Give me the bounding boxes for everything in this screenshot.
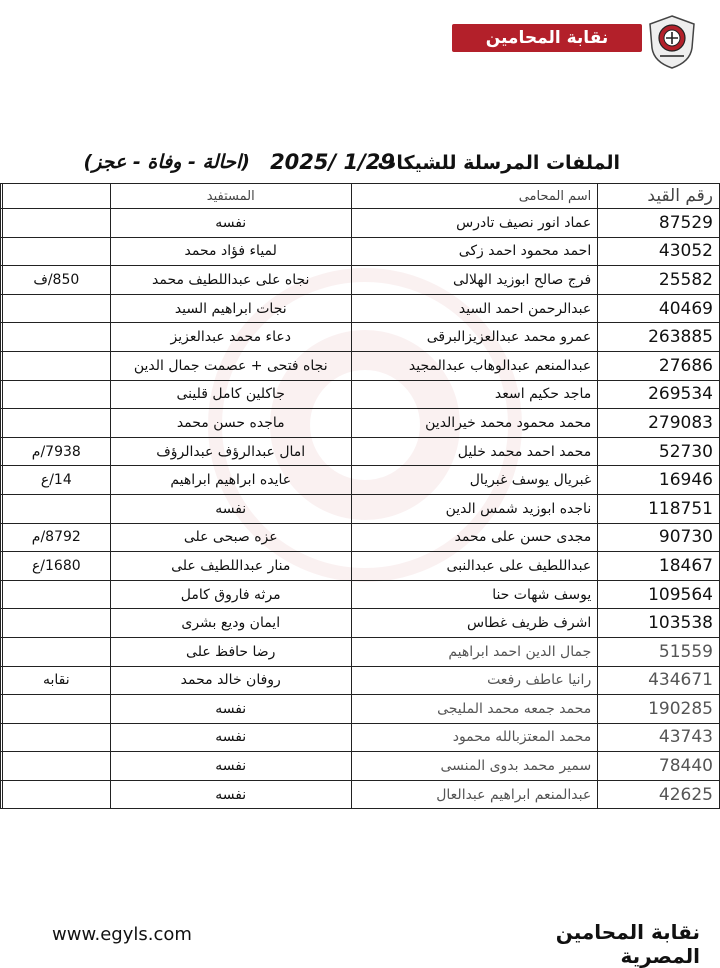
edge-cell <box>1 580 3 609</box>
table-row <box>1 237 720 266</box>
title-main: الملفات المرسلة للشيكات <box>377 152 620 174</box>
cell-id: 51559 <box>598 637 720 666</box>
cell-note <box>2 752 110 781</box>
cell-id: 103538 <box>598 609 720 638</box>
cell-note <box>2 351 110 380</box>
edge-cell <box>1 494 3 523</box>
cell-note <box>2 580 110 609</box>
table-row <box>1 780 720 809</box>
cell-id: 25582 <box>598 266 720 295</box>
edge-cell <box>1 609 3 638</box>
cell-name: محمد محمود محمد خيرالدين <box>351 409 597 438</box>
edge-cell <box>1 209 3 238</box>
cell-note: 1680/ع <box>2 552 110 581</box>
cell-note <box>2 209 110 238</box>
title-date: 2025/ 1/29 <box>270 150 395 174</box>
cell-name: عبداللطيف على عبدالنبى <box>351 552 597 581</box>
cell-name: سمير محمد بدوى المنسى <box>351 752 597 781</box>
cell-beneficiary: نفسه <box>110 780 351 809</box>
cell-id: 43052 <box>598 237 720 266</box>
cell-beneficiary: جاكلين كامل قلينى <box>110 380 351 409</box>
edge-cell <box>1 294 3 323</box>
table-row <box>1 380 720 409</box>
cell-id: 40469 <box>598 294 720 323</box>
table-row <box>1 323 720 352</box>
cell-id: 87529 <box>598 209 720 238</box>
edge-cell <box>1 723 3 752</box>
cell-note <box>2 380 110 409</box>
website-url: www.egyls.com <box>52 924 192 945</box>
cell-name: عبدالرحمن احمد السيد <box>351 294 597 323</box>
cell-name: ناجده ابوزيد شمس الدين <box>351 494 597 523</box>
cell-id: 27686 <box>598 351 720 380</box>
table-row <box>1 437 720 466</box>
edge-cell <box>1 437 3 466</box>
cell-beneficiary: نفسه <box>110 209 351 238</box>
cell-name: اشرف ظريف غطاس <box>351 609 597 638</box>
table-row <box>1 695 720 724</box>
table-row <box>1 209 720 238</box>
table-row <box>1 494 720 523</box>
lawyers-ledger-table <box>0 183 720 809</box>
cell-beneficiary: عزه صبحى على <box>110 523 351 552</box>
org-banner <box>452 24 642 76</box>
org-banner-label: نقابة المحامين المصرية <box>485 28 609 76</box>
cell-name: مجدى حسن على محمد <box>351 523 597 552</box>
table-row <box>1 294 720 323</box>
cell-id: 279083 <box>598 409 720 438</box>
table-row <box>1 580 720 609</box>
header-note <box>2 184 110 209</box>
table-row <box>1 637 720 666</box>
footer-org-name: نقابة المحامين المصرية <box>555 920 700 968</box>
edge-cell <box>1 266 3 295</box>
cell-id: 190285 <box>598 695 720 724</box>
cell-note: 7938/م <box>2 437 110 466</box>
header-beneficiary: المستفيد <box>110 184 351 209</box>
cell-id: 434671 <box>598 666 720 695</box>
cell-beneficiary: امال عبدالرؤف عبدالرؤف <box>110 437 351 466</box>
cell-beneficiary: روفان خالد محمد <box>110 666 351 695</box>
cell-name: جمال الدين احمد ابراهيم <box>351 637 597 666</box>
cell-id: 109564 <box>598 580 720 609</box>
cell-name: رانيا عاطف رفعت <box>351 666 597 695</box>
cell-name: غبريال يوسف غبريال <box>351 466 597 495</box>
cell-name: محمد احمد محمد خليل <box>351 437 597 466</box>
cell-id: 52730 <box>598 437 720 466</box>
cell-beneficiary: رضا حافظ على <box>110 637 351 666</box>
cell-note <box>2 609 110 638</box>
cell-name: عبدالمنعم عبدالوهاب عبدالمجيد <box>351 351 597 380</box>
edge-cell <box>1 380 3 409</box>
cell-note: 850/ف <box>2 266 110 295</box>
table-row <box>1 266 720 295</box>
cell-note: 14/ع <box>2 466 110 495</box>
table-header-row <box>1 184 720 209</box>
cell-note <box>2 409 110 438</box>
title-categories: (احالة - وفاة - عجز) <box>83 151 250 173</box>
edge-cell <box>1 780 3 809</box>
edge-cell <box>1 552 3 581</box>
edge-cell <box>1 752 3 781</box>
edge-cell <box>1 666 3 695</box>
edge-cell <box>1 237 3 266</box>
cell-beneficiary: ايمان وديع بشرى <box>110 609 351 638</box>
cell-note: نقابه <box>2 666 110 695</box>
cell-beneficiary: دعاء محمد عبدالعزيز <box>110 323 351 352</box>
cell-id: 16946 <box>598 466 720 495</box>
cell-name: يوسف شهات حنا <box>351 580 597 609</box>
edge-cell <box>1 466 3 495</box>
cell-beneficiary: عايده ابراهيم ابراهيم <box>110 466 351 495</box>
cell-name: عمرو محمد عبدالعزيزالبرقى <box>351 323 597 352</box>
table-row <box>1 523 720 552</box>
cell-beneficiary: نفسه <box>110 723 351 752</box>
cell-name: عبدالمنعم ابراهيم عبدالعال <box>351 780 597 809</box>
table-row <box>1 666 720 695</box>
cell-note <box>2 723 110 752</box>
cell-beneficiary: نجاه فتحى + عصمت جمال الدين <box>110 351 351 380</box>
cell-beneficiary: منار عبداللطيف على <box>110 552 351 581</box>
edge-cell <box>1 523 3 552</box>
cell-id: 42625 <box>598 780 720 809</box>
edge-cell <box>1 695 3 724</box>
table-row <box>1 723 720 752</box>
cell-name: محمد المعتزبالله محمود <box>351 723 597 752</box>
cell-id: 118751 <box>598 494 720 523</box>
cell-beneficiary: نجاه على عبداللطيف محمد <box>110 266 351 295</box>
cell-id: 18467 <box>598 552 720 581</box>
cell-beneficiary: مرثه فاروق كامل <box>110 580 351 609</box>
table-row <box>1 466 720 495</box>
cell-note <box>2 695 110 724</box>
cell-name: محمد جمعه محمد المليجى <box>351 695 597 724</box>
edge-cell <box>1 323 3 352</box>
cell-name: احمد محمود احمد زكى <box>351 237 597 266</box>
bar-association-logo-icon <box>646 14 698 70</box>
cell-name: عماد انور نصيف تادرس <box>351 209 597 238</box>
header-registration-number: رقم القيد <box>598 184 720 209</box>
cell-id: 90730 <box>598 523 720 552</box>
table-row <box>1 552 720 581</box>
cell-name: ماجد حكيم اسعد <box>351 380 597 409</box>
cell-beneficiary: نجات ابراهيم السيد <box>110 294 351 323</box>
cell-note <box>2 494 110 523</box>
cell-beneficiary: نفسه <box>110 494 351 523</box>
cell-beneficiary: ماجده حسن محمد <box>110 409 351 438</box>
edge-cell <box>1 637 3 666</box>
cell-beneficiary: نفسه <box>110 752 351 781</box>
cell-note <box>2 323 110 352</box>
cell-beneficiary: لمياء فؤاد محمد <box>110 237 351 266</box>
cell-id: 78440 <box>598 752 720 781</box>
document-title <box>83 150 620 182</box>
edge-cell <box>1 351 3 380</box>
table-row <box>1 351 720 380</box>
cell-beneficiary: نفسه <box>110 695 351 724</box>
table-row <box>1 752 720 781</box>
table-row <box>1 409 720 438</box>
cell-id: 43743 <box>598 723 720 752</box>
header-lawyer-name: اسم المحامى <box>351 184 597 209</box>
edge-cell <box>1 184 3 209</box>
cell-id: 263885 <box>598 323 720 352</box>
table-row <box>1 609 720 638</box>
cell-name: فرج صالح ابوزيد الهلالى <box>351 266 597 295</box>
cell-note <box>2 780 110 809</box>
cell-note <box>2 294 110 323</box>
cell-id: 269534 <box>598 380 720 409</box>
cell-note: 8792/م <box>2 523 110 552</box>
cell-note <box>2 637 110 666</box>
edge-cell <box>1 409 3 438</box>
cell-note <box>2 237 110 266</box>
